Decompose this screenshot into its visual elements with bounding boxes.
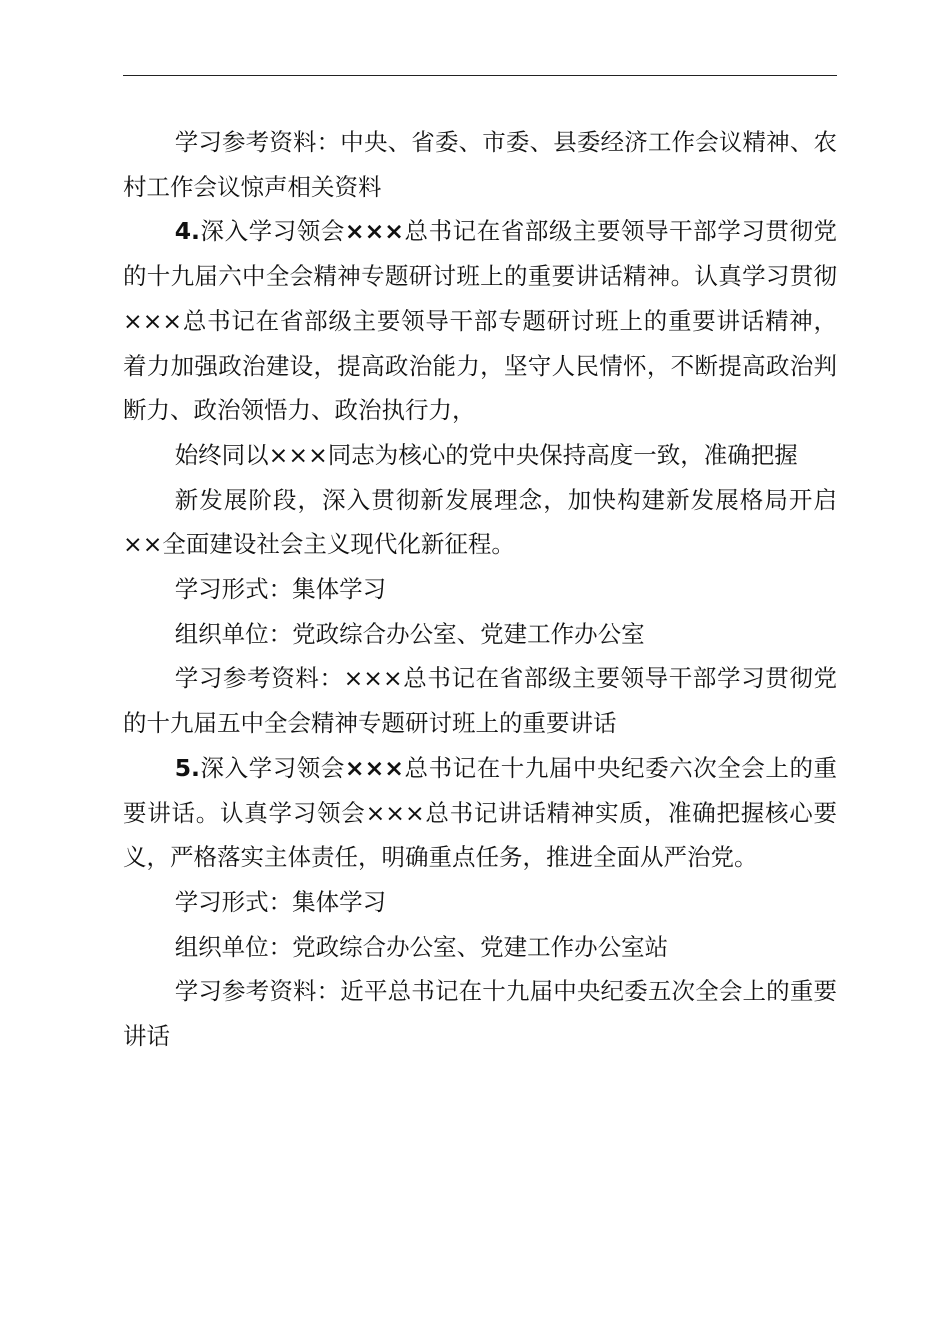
paragraph-reference-materials-1: [123, 120, 837, 209]
paragraph-text: 学习参考资料：中央、省委、市委、县委经济工作会议精神、农村工作会议惊声相关资料: [123, 128, 837, 201]
paragraph-text: 学习参考资料：×××总书记在省部级主要领导干部学习贯彻党的十九届五中全会精神专题研讨班上的重要讲话: [123, 664, 837, 738]
document-body: [123, 120, 837, 1059]
paragraph-text: 总书记在省部级主要领导干部学习贯彻党的十九届六中全会精神专题研讨班上的重要讲话精神。认真学习贯彻×××总书记在省部级主要领导干部专题研讨班上的重要讲话精神，着力加强政治建设，提高政治能力，坚守人民情怀，不断提高政治判断力、政治领悟力、政治执行力，: [123, 217, 838, 425]
paragraph-organizer-1: [123, 612, 837, 657]
paragraph-text: 学习参考资料：近平总书记在十九届中央纪委五次全会上的重要讲话: [123, 977, 837, 1051]
item-lead: 深入学习领会: [199, 753, 345, 782]
paragraph-text: 新发展阶段，深入贯彻新发展理念，加快构建新发展格局开启××全面建设社会主义现代化新征程。: [123, 485, 837, 559]
paragraph-text: 学习形式：集体学习: [174, 575, 387, 604]
paragraph-text: 组织单位：党政综合办公室、党建工作办公室: [174, 619, 645, 648]
paragraph-study-form-2: [123, 880, 837, 925]
item-lead: 深入学习领会: [199, 217, 345, 246]
paragraph-alignment: [123, 433, 837, 478]
header-rule: [123, 75, 837, 76]
paragraph-reference-materials-3: [123, 969, 837, 1058]
item-number: 4.: [174, 217, 200, 246]
item-bold-marks: ×××: [344, 753, 404, 782]
paragraph-item-4: [123, 209, 837, 433]
paragraph-text: 学习形式：集体学习: [174, 887, 387, 916]
paragraph-item-5: [123, 746, 837, 880]
paragraph-text: 总书记在十九届中央纪委六次全会上的重要讲话。认真学习领会×××总书记讲话精神实质，准确把握核心要义，严格落实主体责任，明确重点任务，推进全面从严治党。: [123, 753, 838, 872]
paragraph-reference-materials-2: [123, 656, 837, 745]
paragraph-text: 始终同以×××同志为核心的党中央保持高度一致，准确把握: [174, 440, 798, 469]
paragraph-organizer-2: [123, 925, 837, 970]
paragraph-study-form-1: [123, 567, 837, 612]
paragraph-text: 组织单位：党政综合办公室、党建工作办公室站: [174, 932, 669, 961]
item-bold-marks: ×××: [344, 217, 404, 246]
paragraph-new-stage: [123, 478, 837, 567]
item-number: 5.: [174, 753, 200, 782]
